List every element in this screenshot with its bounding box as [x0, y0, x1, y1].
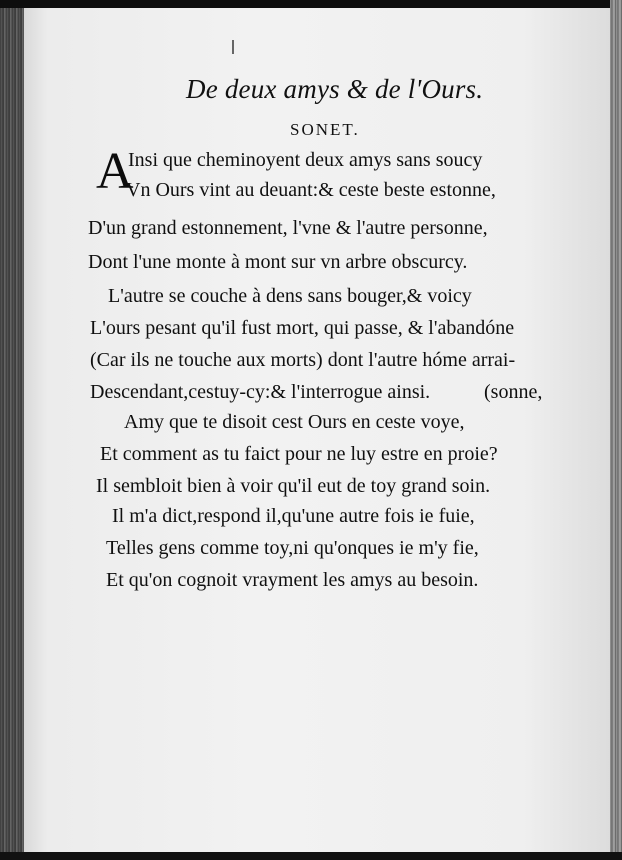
poem-line: Insi que cheminoyent deux amys sans soucy	[128, 149, 483, 171]
poem-line: D'un grand estonnement, l'vne & l'autre personne,	[88, 217, 488, 239]
poem-line-continuation: (sonne,	[484, 381, 543, 403]
poem-line: Il sembloit bien à voir qu'il eut de toy grand soin.	[96, 475, 491, 497]
scan-edge-bottom	[0, 852, 622, 860]
poem-line: Amy que te disoit cest Ours en ceste voye,	[124, 411, 465, 433]
book-binding	[0, 8, 24, 852]
poem-line: Et comment as tu faict pour ne luy estre en proie?	[100, 443, 498, 465]
poem-line: Telles gens comme toy,ni qu'onques ie m'y fie,	[106, 537, 479, 559]
poem-line: Dont l'une monte à mont sur vn arbre obscurcy.	[88, 251, 468, 273]
poem-line: L'ours pesant qu'il fust mort, qui passe, & l'abandóne	[90, 317, 515, 339]
page-heading: De deux amys & de l'Ours.	[186, 74, 484, 104]
section-title: SONET.	[290, 120, 360, 139]
poem-line: L'autre se couche à dens sans bouger,& voicy	[108, 285, 472, 307]
poem-line: Descendant,cestuy-cy:& l'interrogue ainsi.	[90, 381, 431, 403]
drop-cap: A	[96, 143, 134, 200]
poem-line: (Car ils ne touche aux morts) dont l'autre hóme arrai-	[90, 349, 516, 371]
poem-line: Et qu'on cognoit vrayment les amys au besoin.	[106, 569, 479, 591]
poem-line: Vn Ours vint au deuant:& ceste beste estonne,	[126, 179, 496, 201]
page-edges	[610, 0, 622, 860]
poem-line: Il m'a dict,respond il,qu'une autre fois ie fuie,	[112, 505, 475, 527]
ink-mark	[232, 40, 234, 54]
